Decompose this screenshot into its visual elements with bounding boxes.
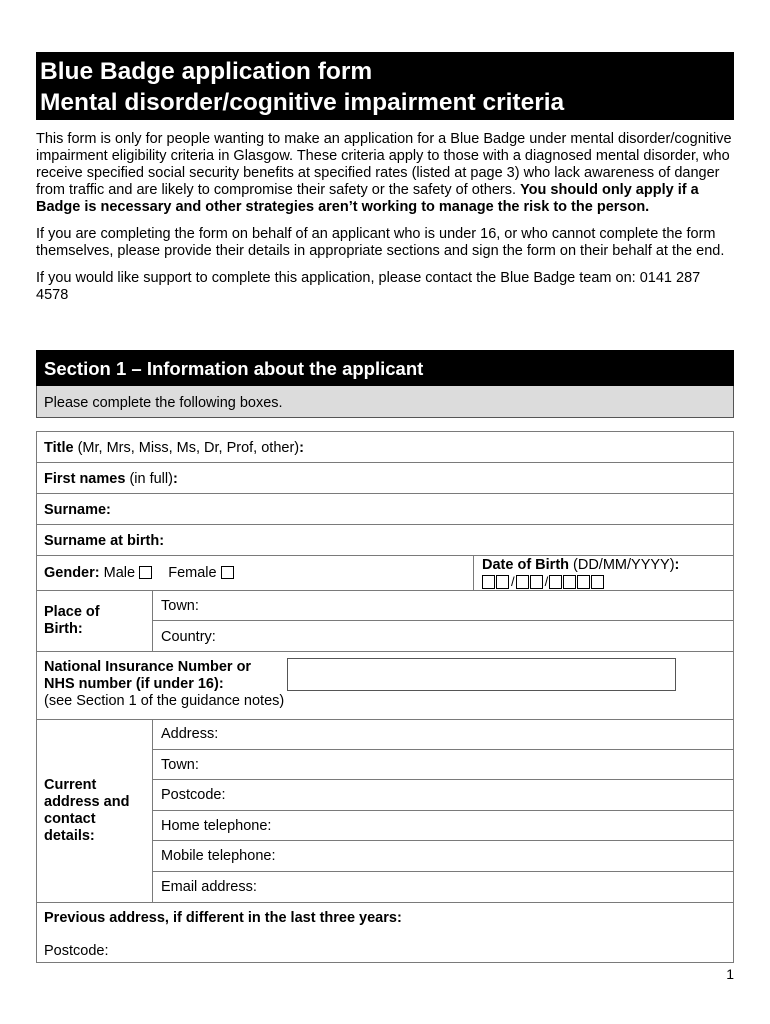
dob-year-box[interactable]: [591, 575, 604, 589]
ni-number-label: National Insurance Number or NHS number (if under 16): (see Section 1 of the guidance notes): [44, 659, 285, 709]
intro-text: [36, 131, 736, 314]
page-number: 1: [726, 966, 734, 982]
ni-number-input[interactable]: [287, 658, 676, 691]
dob-day-box[interactable]: [482, 575, 495, 589]
dob-year-box[interactable]: [577, 575, 590, 589]
gender-male-checkbox[interactable]: [139, 566, 152, 579]
dob-year-box[interactable]: [549, 575, 562, 589]
applicant-info-form: [36, 431, 734, 963]
intro-paragraph-1: This form is only for people wanting to make an application for a Blue Badge under mental disorder/cognitive impairment eligibility criteria in Glasgow. These criteria apply to those with a diagnosed mental disorder, who receive specified social security benefits at specified rates (listed at page 3) who lack awareness of danger from traffic and are likely to compromise their safety or the safety of others. You should only apply if a Badge is necessary and other strategies aren’t working to manage the risk to the person.: [36, 131, 732, 215]
gender-row: Gender: Male Female: [44, 565, 234, 582]
dob-boxes: / /: [482, 574, 605, 589]
first-names-field[interactable]: First names (in full):: [44, 471, 178, 487]
place-of-birth-label: Place of Birth:: [44, 604, 100, 637]
dob-month-box[interactable]: [530, 575, 543, 589]
surname-field[interactable]: Surname:: [44, 502, 111, 518]
previous-address-field[interactable]: Previous address, if different in the last three years:: [44, 910, 402, 926]
intro-paragraph-3: If you would like support to complete this application, please contact the Blue Badge team on: 0141 287 4578: [36, 270, 701, 303]
previous-postcode-field[interactable]: Postcode:: [44, 943, 109, 959]
section-1-heading: Section 1 – Information about the applicant: [36, 350, 734, 386]
current-address-label: Current address and contact details:: [44, 777, 130, 844]
dob-label: Date of Birth (DD/MM/YYYY):: [482, 557, 680, 573]
postcode-field[interactable]: Postcode:: [161, 787, 226, 803]
mobile-telephone-field[interactable]: Mobile telephone:: [161, 848, 276, 864]
form-title-banner: [36, 52, 734, 120]
dob-year-box[interactable]: [563, 575, 576, 589]
form-title: Blue Badge application form: [40, 58, 373, 85]
section-1-instruction: Please complete the following boxes.: [36, 386, 734, 418]
town-field[interactable]: Town:: [161, 757, 199, 773]
gender-female-checkbox[interactable]: [221, 566, 234, 579]
intro-warning: You should only apply if a Badge is necessary and other strategies aren’t working to manage the risk to the person.: [36, 182, 699, 215]
address-field[interactable]: Address:: [161, 726, 219, 742]
form-subtitle: Mental disorder/cognitive impairment criteria: [40, 89, 565, 116]
birth-town-field[interactable]: Town:: [161, 598, 199, 614]
intro-paragraph-2: If you are completing the form on behalf of an applicant who is under 16, or who cannot complete the form themselves, please provide their details in appropriate sections and sign the form on their behalf at the end.: [36, 226, 725, 259]
title-field[interactable]: Title (Mr, Mrs, Miss, Ms, Dr, Prof, other):: [44, 440, 304, 456]
dob-day-box[interactable]: [496, 575, 509, 589]
email-address-field[interactable]: Email address:: [161, 879, 257, 895]
dob-month-box[interactable]: [516, 575, 529, 589]
surname-at-birth-field[interactable]: Surname at birth:: [44, 533, 165, 549]
home-telephone-field[interactable]: Home telephone:: [161, 818, 272, 834]
birth-country-field[interactable]: Country:: [161, 629, 216, 645]
